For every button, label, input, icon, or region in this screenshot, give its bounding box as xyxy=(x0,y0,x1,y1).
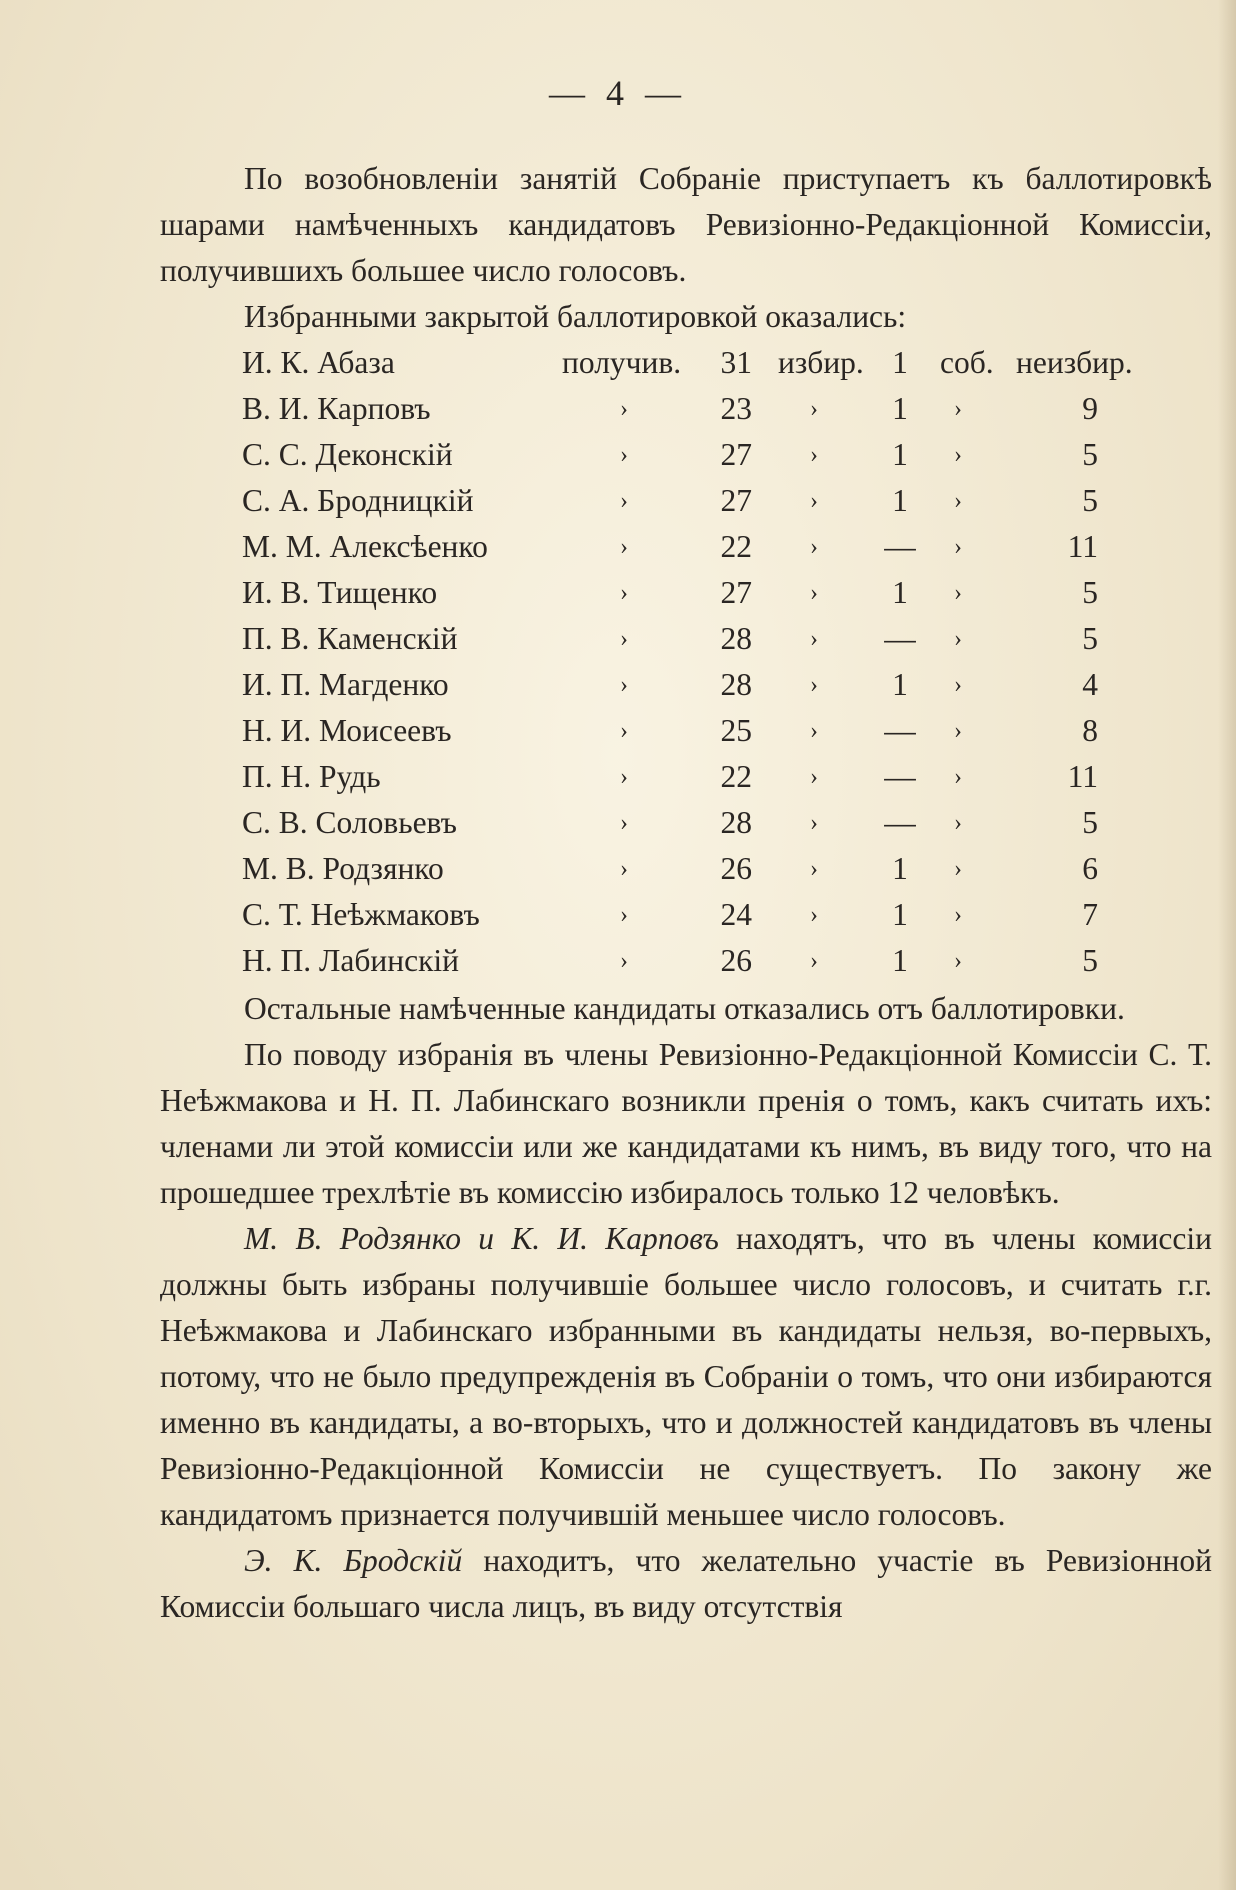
candidate-name: С. А. Бродницкій xyxy=(242,483,474,518)
ditto-mark: › xyxy=(954,948,962,974)
ditto-mark: › xyxy=(954,396,962,422)
ditto-mark: › xyxy=(954,488,962,514)
ditto-mark: › xyxy=(810,488,818,514)
votes-elected: — xyxy=(884,759,916,794)
ditto-mark: › xyxy=(810,764,818,790)
ditto-mark: › xyxy=(954,580,962,606)
votes-elected: 1 xyxy=(892,345,908,380)
votes-got: 23 xyxy=(720,391,752,426)
votes-got: 27 xyxy=(720,437,752,472)
votes-elected: — xyxy=(884,805,916,840)
votes-not-elected: 5 xyxy=(1082,575,1098,610)
candidate-name: С. С. Деконскій xyxy=(242,437,453,472)
table-row xyxy=(160,524,1212,570)
votes-elected: 1 xyxy=(892,897,908,932)
paragraph-brodsky xyxy=(160,1538,1212,1630)
votes-not-elected: 5 xyxy=(1082,621,1098,656)
ditto-mark: › xyxy=(810,534,818,560)
paragraph-text: По возобновленіи занятій Собраніе приступаетъ къ баллотировкѣ шарами намѣченныхъ кандидатовъ Ревизіонно-Редакціонной Комиссіи, получившихъ большее число голосовъ. xyxy=(160,161,1212,288)
paragraph-text: Избранными закрытой баллотировкой оказались: xyxy=(244,299,907,334)
table-row xyxy=(160,386,1212,432)
votes-elected: 1 xyxy=(892,391,908,426)
ditto-mark: › xyxy=(810,810,818,836)
paragraph-text: По поводу избранія въ члены Ревизіонно-Редакціонной Комиссіи С. Т. Неѣжмакова и Н. П. Лабинскаго возникли пренія о томъ, какъ считать ихъ: членами ли этой комиссіи или же кандидатами къ нимъ, въ виду того, что на прошедшее трехлѣтіе въ комиссію избиралось только 12 человѣкъ. xyxy=(160,1037,1212,1210)
candidate-name: М. М. Алексѣенко xyxy=(242,529,488,564)
ditto-mark: › xyxy=(954,810,962,836)
paragraph-debate xyxy=(160,1032,1212,1216)
votes-not-elected: 5 xyxy=(1082,437,1098,472)
page-edge-shadow xyxy=(1218,0,1236,1890)
votes-not-elected: 4 xyxy=(1082,667,1098,702)
votes-not-elected: 5 xyxy=(1082,483,1098,518)
votes-not-elected: 11 xyxy=(1067,529,1098,564)
discussion-section xyxy=(160,986,1212,1630)
candidate-name: М. В. Родзянко xyxy=(242,851,444,886)
ditto-mark: › xyxy=(620,534,628,560)
votes-elected: 1 xyxy=(892,437,908,472)
votes-got: 26 xyxy=(720,851,752,886)
ditto-mark: › xyxy=(954,856,962,882)
paragraph-rodzyanko-karpov xyxy=(160,1216,1212,1538)
paragraph-text: находитъ, что желательно участіе въ Ревизіонной Комиссіи большаго числа лицъ, въ виду отсутствія xyxy=(160,1543,1212,1624)
ditto-mark: › xyxy=(620,718,628,744)
ditto-mark: › xyxy=(810,902,818,928)
ditto-mark: › xyxy=(810,580,818,606)
candidate-name: П. Н. Рудь xyxy=(242,759,381,794)
votes-got: 24 xyxy=(720,897,752,932)
speaker-names: Э. К. Бродскій xyxy=(244,1543,463,1578)
label-abstained: соб. xyxy=(940,345,994,380)
ditto-mark: › xyxy=(810,718,818,744)
ditto-mark: › xyxy=(810,626,818,652)
ditto-mark: › xyxy=(810,442,818,468)
candidate-name: И. П. Магденко xyxy=(242,667,449,702)
paragraph-text: находятъ, что въ члены комиссіи должны быть избраны получившіе большее число голосовъ, и считать г.г. Неѣжмакова и Лабинскаго избранными въ кандидаты нельзя, во-первыхъ, потому, что не было предупрежденія въ Собраніи о томъ, что они избираются именно въ кандидаты, а во-вторыхъ, что и должностей кандидатовъ въ члены Ревизіонно-Редакціонной Комиссіи не существуетъ. По закону же кандидатомъ признается получившій меньшее число голосовъ. xyxy=(160,1221,1213,1532)
label-not-elected: неизбир. xyxy=(1016,345,1133,380)
ditto-mark: › xyxy=(954,626,962,652)
ditto-mark: › xyxy=(620,488,628,514)
candidate-name: Н. И. Моисеевъ xyxy=(242,713,452,748)
candidate-name: И. В. Тищенко xyxy=(242,575,438,610)
ditto-mark: › xyxy=(810,396,818,422)
votes-elected: — xyxy=(884,713,916,748)
paragraph-elected-heading xyxy=(160,294,1212,340)
candidate-name: С. В. Соловьевъ xyxy=(242,805,457,840)
label-elected: избир. xyxy=(778,345,864,380)
ditto-mark: › xyxy=(620,902,628,928)
table-row xyxy=(160,708,1212,754)
ditto-mark: › xyxy=(954,764,962,790)
votes-elected: 1 xyxy=(892,667,908,702)
ditto-mark: › xyxy=(810,948,818,974)
votes-got: 28 xyxy=(720,667,752,702)
candidate-name: И. К. Абаза xyxy=(242,345,395,380)
ditto-mark: › xyxy=(620,626,628,652)
votes-got: 27 xyxy=(720,575,752,610)
ditto-mark: › xyxy=(620,948,628,974)
votes-not-elected: 11 xyxy=(1067,759,1098,794)
table-row xyxy=(160,754,1212,800)
paragraph-others-declined xyxy=(160,986,1212,1032)
paragraph-intro xyxy=(160,156,1212,294)
ditto-mark: › xyxy=(954,442,962,468)
votes-got: 22 xyxy=(720,759,752,794)
candidate-name: Н. П. Лабинскій xyxy=(242,943,459,978)
table-row xyxy=(160,892,1212,938)
table-row xyxy=(160,938,1212,984)
speaker-names: М. В. Родзянко и К. И. Карповъ xyxy=(244,1221,719,1256)
table-row xyxy=(160,662,1212,708)
ditto-mark: › xyxy=(620,442,628,468)
votes-elected: 1 xyxy=(892,943,908,978)
votes-elected: 1 xyxy=(892,851,908,886)
votes-got: 28 xyxy=(720,805,752,840)
votes-not-elected: 6 xyxy=(1082,851,1098,886)
table-row xyxy=(160,432,1212,478)
votes-elected: — xyxy=(884,529,916,564)
ditto-mark: › xyxy=(954,902,962,928)
votes-elected: 1 xyxy=(892,483,908,518)
table-row xyxy=(160,340,1212,386)
ditto-mark: › xyxy=(954,534,962,560)
candidate-name: С. Т. Неѣжмаковъ xyxy=(242,897,480,932)
ditto-mark: › xyxy=(954,718,962,744)
votes-got: 31 xyxy=(720,345,752,380)
table-row xyxy=(160,570,1212,616)
ditto-mark: › xyxy=(620,396,628,422)
votes-got: 22 xyxy=(720,529,752,564)
ditto-mark: › xyxy=(810,672,818,698)
ditto-mark: › xyxy=(620,672,628,698)
table-row xyxy=(160,846,1212,892)
votes-not-elected: 5 xyxy=(1082,943,1098,978)
page-number: — 4 — xyxy=(549,73,687,113)
ditto-mark: › xyxy=(954,672,962,698)
vote-results-table xyxy=(160,340,1212,984)
candidate-name: П. В. Каменскій xyxy=(242,621,458,656)
votes-elected: — xyxy=(884,621,916,656)
label-got: получив. xyxy=(562,345,682,380)
table-row xyxy=(160,478,1212,524)
votes-got: 25 xyxy=(720,713,752,748)
table-row xyxy=(160,800,1212,846)
ditto-mark: › xyxy=(620,580,628,606)
votes-got: 26 xyxy=(720,943,752,978)
votes-not-elected: 8 xyxy=(1082,713,1098,748)
votes-elected: 1 xyxy=(892,575,908,610)
candidate-name: В. И. Карповъ xyxy=(242,391,431,426)
ditto-mark: › xyxy=(810,856,818,882)
ditto-mark: › xyxy=(620,856,628,882)
votes-not-elected: 9 xyxy=(1082,391,1098,426)
votes-got: 28 xyxy=(720,621,752,656)
table-row xyxy=(160,616,1212,662)
ditto-mark: › xyxy=(620,810,628,836)
votes-not-elected: 7 xyxy=(1082,897,1098,932)
ditto-mark: › xyxy=(620,764,628,790)
paragraph-text: Остальные намѣченные кандидаты отказались отъ баллотировки. xyxy=(244,991,1125,1026)
votes-got: 27 xyxy=(720,483,752,518)
votes-not-elected: 5 xyxy=(1082,805,1098,840)
